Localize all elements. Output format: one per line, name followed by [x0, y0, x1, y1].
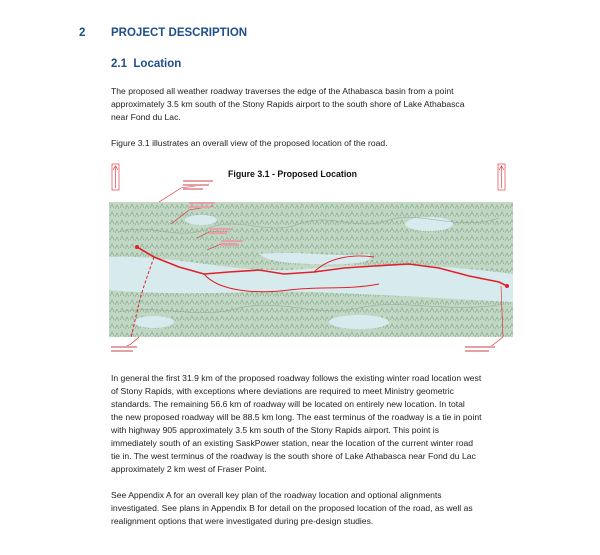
text-line: realignment options that were investigated during pre-design studies.: [111, 516, 374, 526]
callout-label: [189, 202, 215, 204]
text-line: near Fond du Lac.: [111, 112, 181, 122]
paragraph-appendix: [111, 489, 561, 528]
callout-label: [209, 228, 231, 230]
callout-label: [189, 206, 211, 208]
text-line: Figure 3.1 illustrates an overall view of the proposed location of the road.: [111, 138, 388, 148]
figure-caption: Figure 3.1 - Proposed Location: [228, 169, 358, 179]
callout-label: [465, 350, 489, 352]
text-line: the new proposed roadway will be 88.5 km long. The east terminus of the roadway is a tie in point: [111, 412, 482, 422]
north-arrow-right-icon: [498, 164, 505, 190]
subsection-number: 2.1: [111, 58, 127, 70]
callout-label: [111, 350, 133, 352]
callout-label: [183, 188, 203, 190]
text-line: See Appendix A for an overall key plan of the roadway location and optional alignments: [111, 490, 442, 500]
callout-label: [465, 346, 495, 348]
east-terminus-marker: [505, 284, 509, 288]
callout-label: [221, 244, 239, 246]
text-line: immediately south of an existing SaskPower station, near the location of the current winter road: [111, 438, 474, 448]
paragraph-figure-ref: [111, 137, 551, 150]
subsection-title: Location: [133, 58, 182, 70]
text-line: approximately 3.5 km south of the Stony Rapids airport to the south shore of Lake Athabasca: [111, 99, 465, 109]
callout-leader: [159, 184, 209, 202]
small-lake: [134, 316, 174, 328]
text-line: of Stony Rapids, with exceptions where deviations are required to meet Ministry geometric: [111, 386, 454, 396]
text-line: The proposed all weather roadway traverses the edge of the Athabasca basin from a point: [111, 86, 454, 96]
section-title: PROJECT DESCRIPTION: [111, 27, 248, 39]
north-arrow-left-icon: [112, 164, 119, 190]
paragraph-general: [111, 372, 561, 476]
small-lake: [329, 315, 389, 329]
text-line: standards. The remaining 56.6 km of roadway will be located on entirely new location. In total: [111, 399, 465, 409]
text-line: In general the first 31.9 km of the proposed roadway follows the existing winter road location west: [111, 373, 482, 383]
callout-label: [183, 184, 209, 186]
paragraph-intro: [111, 85, 551, 124]
proposed-location-map: [109, 162, 513, 362]
subsection-heading: [111, 58, 181, 70]
small-lake: [185, 215, 217, 225]
callout-label: [221, 240, 243, 242]
callout-label: [209, 232, 227, 234]
text-line: investigated. See plans in Appendix B for detail on the proposed location of the road, as well as: [111, 503, 473, 513]
text-line: approximately 2 km west of Fraser Point.: [111, 464, 267, 474]
callout-label: [111, 346, 137, 348]
text-line: tie in. The west terminus of the roadway is the south shore of Lake Athabasca near Fond du Lac: [111, 451, 476, 461]
west-terminus-marker: [135, 245, 139, 249]
callout-label: [183, 180, 213, 182]
text-line: with highway 905 approximately 3.5 km south of the Stony Rapids airport. This point is: [111, 425, 440, 435]
section-number: 2: [79, 27, 86, 39]
